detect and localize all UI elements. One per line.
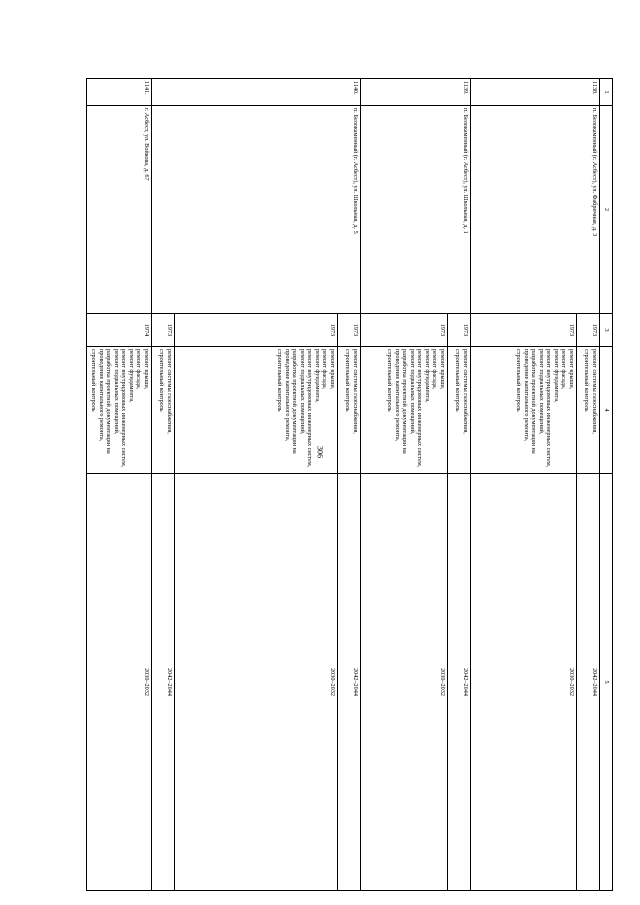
sub-row bbox=[576, 314, 599, 890]
work-list bbox=[175, 347, 337, 474]
work-item: ремонт фасада, bbox=[135, 349, 143, 390]
work-item: проведение капитального ремонта, bbox=[522, 349, 530, 442]
build-year: 1974 bbox=[87, 314, 151, 347]
work-item: ремонт фундамента, bbox=[313, 349, 321, 403]
sub-row bbox=[361, 314, 447, 890]
build-year: 1973 bbox=[448, 314, 470, 347]
work-item: строительный контроль bbox=[583, 349, 591, 412]
work-item: ремонт крыши, bbox=[329, 349, 336, 390]
row-address: п. Белокаменный (г. Асбест), ул. Фабричная, д. 3 bbox=[471, 106, 599, 314]
row-number: 1139. bbox=[361, 79, 470, 106]
work-list bbox=[338, 347, 360, 474]
repair-period: 2042–2044 bbox=[352, 668, 359, 696]
table-body bbox=[87, 79, 599, 890]
build-year: 1973 bbox=[175, 314, 337, 347]
work-item: ремонт фасада, bbox=[321, 349, 329, 390]
work-item: ремонт подвальных помещений, bbox=[408, 349, 416, 435]
work-item: проведение капитального ремонта, bbox=[393, 349, 401, 442]
repair-period: 2030–2032 bbox=[329, 668, 336, 696]
work-item: строительный контроль bbox=[454, 349, 462, 412]
work-item: строительный контроль bbox=[386, 349, 394, 412]
build-year: 1973 bbox=[361, 314, 447, 347]
build-year: 1973 bbox=[338, 314, 360, 347]
row-number: 1140. bbox=[152, 79, 360, 106]
work-item: строительный контроль bbox=[90, 349, 98, 412]
work-item: ремонт крыши, bbox=[568, 349, 575, 390]
work-item: ремонт системы газоснабжения, bbox=[591, 349, 598, 434]
work-item: строительный контроль bbox=[276, 349, 284, 412]
work-list bbox=[361, 347, 447, 474]
work-item: ремонт фундамента, bbox=[423, 349, 431, 403]
work-item: ремонт фундамента, bbox=[127, 349, 135, 403]
work-list bbox=[448, 347, 470, 474]
row-subrows bbox=[87, 314, 151, 890]
work-item: ремонт подвальных помещений, bbox=[112, 349, 120, 435]
sub-row bbox=[471, 314, 576, 890]
repair-period: 2042–2044 bbox=[591, 668, 598, 696]
work-item: проведение капитального ремонта, bbox=[283, 349, 291, 442]
work-item: ремонт системы газоснабжения, bbox=[352, 349, 359, 434]
table-header-row bbox=[599, 79, 612, 890]
work-item: ремонт системы газоснабжения, bbox=[462, 349, 469, 434]
work-item: проведение капитального ремонта, bbox=[97, 349, 105, 442]
repair-period: 2030–2032 bbox=[439, 668, 446, 696]
repair-schedule-table bbox=[86, 78, 613, 891]
work-item: разработка проектной документации на bbox=[291, 349, 299, 454]
table-rotation-frame bbox=[86, 78, 613, 891]
work-list bbox=[87, 347, 151, 474]
row-address: г. Асбест, ул. Войкова, д. 67 bbox=[87, 106, 151, 314]
header-col-2: 2 bbox=[600, 106, 612, 314]
work-item: ремонт подвальных помещений, bbox=[298, 349, 306, 435]
build-year: 1973 bbox=[577, 314, 599, 347]
sub-row bbox=[87, 314, 151, 890]
row-subrows bbox=[361, 314, 470, 890]
build-year: 1973 bbox=[152, 314, 174, 347]
row-subrows bbox=[471, 314, 599, 890]
work-list bbox=[152, 347, 174, 474]
work-item: ремонт фундамента, bbox=[552, 349, 560, 403]
work-item: строительный контроль bbox=[158, 349, 166, 412]
work-item: ремонт крыши, bbox=[439, 349, 446, 390]
page-number: 306 bbox=[315, 446, 325, 458]
header-col-3: 3 bbox=[600, 314, 612, 347]
repair-period: 2030–2032 bbox=[143, 668, 150, 696]
work-item: ремонт крыши, bbox=[143, 349, 150, 390]
header-col-1: 1 bbox=[600, 79, 612, 106]
sub-row bbox=[337, 314, 360, 890]
repair-period: 2042–2044 bbox=[462, 668, 469, 696]
row-number: 1141. bbox=[87, 79, 151, 106]
header-col-5: 5 bbox=[603, 680, 610, 684]
work-item: разработка проектной документации на bbox=[401, 349, 409, 454]
sub-row bbox=[174, 314, 337, 890]
work-item: ремонт внутридомовых инженерных систем, bbox=[416, 349, 424, 468]
row-number: 1138. bbox=[471, 79, 599, 106]
table-row bbox=[470, 79, 599, 890]
build-year: 1973 bbox=[471, 314, 576, 347]
repair-period: 2030–2032 bbox=[568, 668, 575, 696]
work-list bbox=[471, 347, 576, 474]
header-col-4: 4 bbox=[600, 347, 612, 474]
row-address: п. Белокаменный (г. Асбест), ул. Школьная, д. 1 bbox=[361, 106, 470, 314]
work-item: ремонт системы газоснабжения, bbox=[166, 349, 173, 434]
table-row bbox=[151, 79, 360, 890]
work-item: ремонт внутридомовых инженерных систем, bbox=[120, 349, 128, 468]
sub-row bbox=[447, 314, 470, 890]
table-row bbox=[360, 79, 470, 890]
row-address: п. Белокаменный (г. Асбест), ул. Школьная, д. 5 bbox=[152, 106, 360, 314]
work-item: ремонт внутридомовых инженерных систем, bbox=[545, 349, 553, 468]
work-item: ремонт внутридомовых инженерных систем, bbox=[306, 349, 314, 468]
sub-row bbox=[152, 314, 174, 890]
work-item: ремонт фасада, bbox=[431, 349, 439, 390]
table-row bbox=[87, 79, 151, 890]
work-item: разработка проектной документации на bbox=[105, 349, 113, 454]
work-item: ремонт подвальных помещений, bbox=[537, 349, 545, 435]
row-subrows bbox=[152, 314, 360, 890]
work-item: строительный контроль bbox=[344, 349, 352, 412]
work-item: ремонт фасада, bbox=[560, 349, 568, 390]
work-item: разработка проектной документации на bbox=[530, 349, 538, 454]
work-list bbox=[577, 347, 599, 474]
repair-period: 2042–2044 bbox=[166, 668, 173, 696]
work-item: строительный контроль bbox=[515, 349, 523, 412]
